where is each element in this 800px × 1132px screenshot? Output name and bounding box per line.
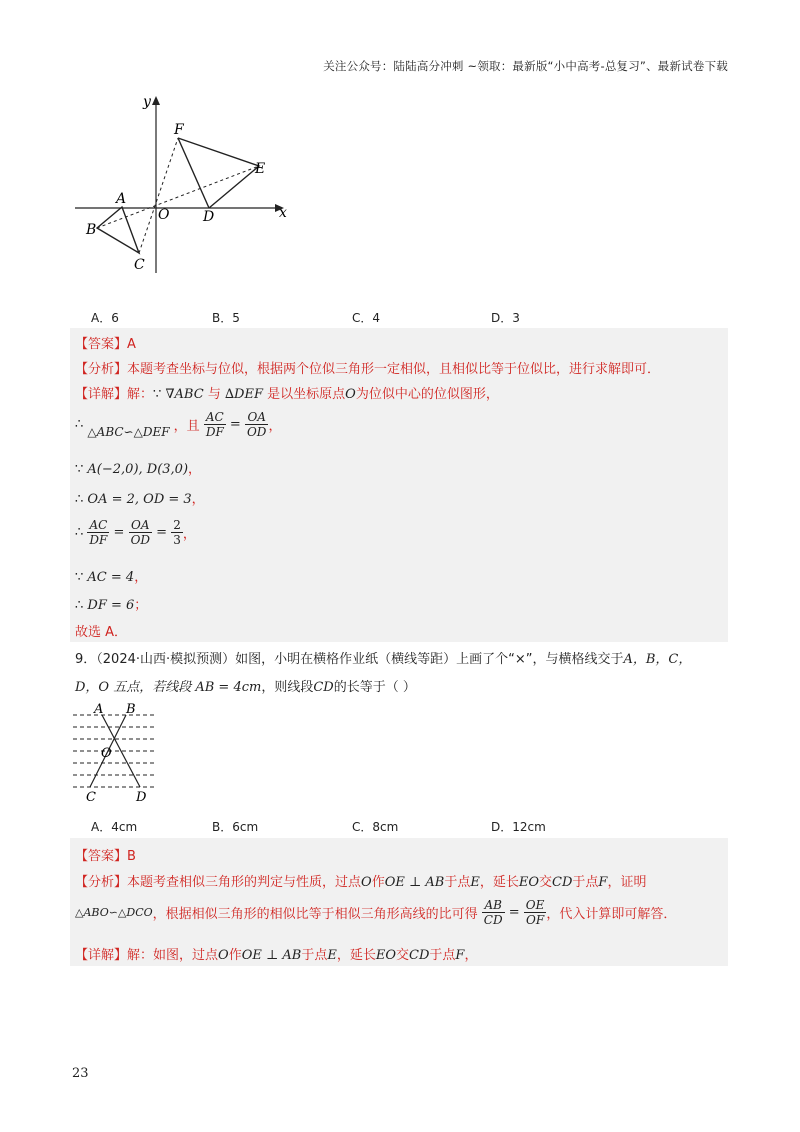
- comma: ，: [182, 527, 196, 542]
- q9-points: A，B，C，: [623, 652, 692, 667]
- therefore-symbol: ∴: [75, 492, 84, 507]
- therefore-symbol: ∴: [75, 417, 84, 432]
- and-text: ，且: [173, 419, 200, 434]
- yudian: 于点: [301, 948, 328, 963]
- coords-expr: A(−2,0), D(3,0): [87, 462, 189, 477]
- q9-ab4: AB = 4cm: [195, 680, 262, 695]
- label-C: C: [134, 257, 145, 273]
- cd: CD: [409, 948, 430, 963]
- q9-line2a: D，O 五点，若线段: [75, 680, 192, 695]
- q8-option-b: B．5: [212, 311, 240, 325]
- cd: CD: [552, 875, 573, 890]
- lengths-expr: OA = 2, OD = 3: [87, 492, 192, 507]
- side-fd: [178, 138, 209, 208]
- q8-step-similar: [75, 410, 281, 439]
- zhengming: ，证明: [607, 875, 647, 890]
- fig2-label-C: C: [86, 790, 96, 805]
- q9-detail: [75, 944, 477, 963]
- point-o: O: [218, 948, 229, 963]
- eo: EO: [518, 875, 539, 890]
- because-symbol: ∵: [75, 570, 84, 585]
- df-expr: DF = 6: [87, 598, 135, 613]
- detail-tag: 【详解】: [75, 948, 128, 963]
- similar-expr: △ABC∽△DEF: [87, 425, 170, 439]
- comma: ，: [191, 492, 205, 507]
- eo: EO: [375, 948, 396, 963]
- equals: =: [156, 525, 168, 540]
- q8-step-lengths: [75, 488, 205, 507]
- q9-option-a: A．4cm: [91, 820, 138, 834]
- therefore-symbol: ∴: [75, 598, 84, 613]
- frac-oa-od: $\frac{OA}{OD}$: [246, 410, 267, 439]
- frac-ab-cd: $\frac{AB}{CD}$: [483, 898, 503, 927]
- comma: ，: [268, 419, 282, 434]
- q8-conclusion: 故选 A．: [75, 625, 128, 640]
- answer-tag: 【答案】: [75, 337, 128, 352]
- q8-step-ac: [75, 566, 147, 585]
- figure-coordinate-homothety: [70, 88, 300, 278]
- label-F: F: [174, 122, 184, 138]
- answer-value: B: [127, 849, 136, 864]
- q8-answer: [75, 333, 136, 352]
- fig2-label-D: D: [136, 790, 147, 805]
- oe-perp-ab: OE ⊥ AB: [384, 875, 445, 890]
- label-y: y: [143, 94, 151, 110]
- detail-rest: 是以坐标原点: [267, 387, 346, 402]
- fig2-label-O: O: [101, 746, 112, 761]
- q8-detail-intro: [75, 383, 499, 402]
- frac-ac-df: $\frac{AC}{DF}$: [89, 518, 108, 547]
- oe-perp-ab: OE ⊥ AB: [241, 948, 302, 963]
- label-x: x: [279, 205, 287, 221]
- comma: ，: [188, 462, 202, 477]
- q9-stem-line2: [75, 676, 416, 695]
- analysis-tag: 【分析】: [75, 362, 128, 377]
- tri-def: DEF: [234, 387, 263, 402]
- semicolon: ；: [134, 598, 148, 613]
- q9-option-d: D．12cm: [491, 820, 546, 834]
- analysis-text: 本题考查坐标与位似，根据两个位似三角形一定相似，且相似比等于位似比，进行求解即可．: [127, 362, 661, 377]
- label-O: O: [158, 207, 170, 223]
- label-A: A: [116, 191, 127, 207]
- yanchang: ，延长: [479, 875, 519, 890]
- answer-value: A: [127, 337, 136, 352]
- answer-tag: 【答案】: [75, 849, 128, 864]
- triangle-def: [178, 138, 259, 208]
- q8-step-df: [75, 594, 147, 613]
- q9-analysis-line2: [75, 898, 676, 927]
- equals: =: [229, 417, 241, 432]
- page-header: 关注公众号：陆陆高分冲刺 ~领取：最新版“小中高考-总复习”、最新试卷下载: [323, 59, 728, 73]
- q8-step-ratio: [75, 518, 196, 547]
- jiao: 交: [539, 875, 553, 890]
- label-D: D: [203, 209, 215, 225]
- frac-oe-of: $\frac{OE}{OF}$: [525, 898, 545, 927]
- q8-option-c: C．4: [352, 311, 381, 325]
- label-B: B: [86, 222, 97, 238]
- comma: ，: [464, 948, 478, 963]
- triangle-symbol-1: ∇: [165, 387, 175, 402]
- point-f: F: [455, 948, 465, 963]
- point-o: O: [361, 875, 372, 890]
- because-symbol: ∵: [75, 462, 84, 477]
- detail-intro: 解：: [127, 387, 154, 402]
- y-axis-arrow: [152, 96, 160, 105]
- because-symbol: ∵: [153, 387, 162, 402]
- point-e: E: [327, 948, 337, 963]
- q8-option-d: D．3: [491, 311, 520, 325]
- q9-answer: [75, 845, 136, 864]
- sim-expr: △ABO∽△DCO: [75, 906, 153, 919]
- frac-oa-od: $\frac{OA}{OD}$: [130, 518, 151, 547]
- q9-line2c: 的长等于（ ）: [333, 680, 416, 695]
- analysis-c: ，代入计算即可解答．: [546, 907, 677, 922]
- jiao: 交: [396, 948, 410, 963]
- yudian: 于点: [444, 875, 471, 890]
- q9-analysis-line1: [75, 871, 646, 890]
- page-number: 23: [72, 1066, 89, 1081]
- dashed-cf: [139, 138, 178, 253]
- point-o: O: [345, 387, 356, 402]
- detail-end: 为位似中心的位似图形，: [355, 387, 499, 402]
- detail-tag: 【详解】: [75, 387, 128, 402]
- yanchang: ，延长: [336, 948, 376, 963]
- detail-a: 解：如图，过点: [127, 948, 219, 963]
- q9-cd: CD: [313, 680, 334, 695]
- q8-step-coords: [75, 458, 201, 477]
- q9-line1: 9．（2024·山西·模拟预测）如图，小明在横格作业纸（横线等距）上画了个“×”，与横格线交于: [75, 652, 624, 667]
- analysis-a: 本题考查相似三角形的判定与性质，过点: [127, 875, 362, 890]
- comma: ，: [134, 570, 148, 585]
- q9-option-b: B．6cm: [212, 820, 259, 834]
- yudian: 于点: [572, 875, 599, 890]
- tri-abc: ABC: [174, 387, 204, 402]
- analysis-tag: 【分析】: [75, 875, 128, 890]
- zuo: 作: [228, 948, 242, 963]
- q9-line2b: ，则线段: [261, 680, 314, 695]
- ac-expr: AC = 4: [87, 570, 135, 585]
- triangle-symbol-2: ∆: [224, 387, 235, 402]
- equals: =: [508, 905, 520, 920]
- label-E: E: [255, 161, 266, 177]
- frac-2-3: $\frac{2}{3}$: [173, 518, 181, 547]
- therefore-symbol: ∴: [75, 525, 84, 540]
- point-f: F: [598, 875, 608, 890]
- q8-option-a: A．6: [91, 311, 119, 325]
- fig2-label-B: B: [126, 702, 136, 717]
- point-e: E: [470, 875, 480, 890]
- analysis-b: ，根据相似三角形的相似比等于相似三角形高线的比可得: [152, 907, 478, 922]
- frac-ac-df: $\frac{AC}{DF}$: [205, 410, 224, 439]
- q9-stem-line1: [75, 648, 691, 667]
- figure-ruled-paper-x: [68, 700, 168, 806]
- equals: =: [113, 525, 125, 540]
- yu-text: 与: [207, 387, 221, 402]
- q9-option-c: C．8cm: [352, 820, 399, 834]
- yudian: 于点: [429, 948, 456, 963]
- q8-analysis: [75, 358, 660, 377]
- zuo: 作: [371, 875, 385, 890]
- fig2-label-A: A: [94, 702, 104, 717]
